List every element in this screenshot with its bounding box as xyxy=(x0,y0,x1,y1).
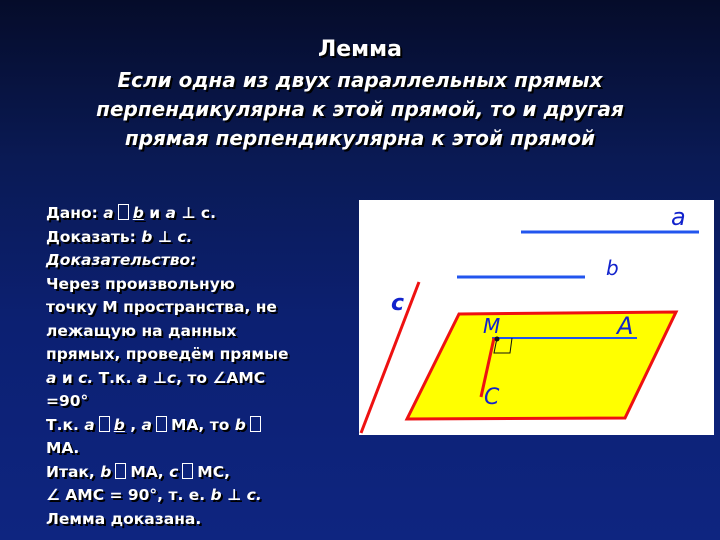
perp-symbol-box xyxy=(156,416,167,432)
lemma-statement xyxy=(10,66,710,153)
proof-line-9: Итак, b МА, c МС, xyxy=(46,462,230,481)
label-upper-a: A xyxy=(617,312,634,340)
geometry-figure xyxy=(359,200,714,435)
proof-body-line: лежащую на данных xyxy=(46,321,237,340)
proof-line-10: ∠ АМС = 90°, т. е. b ⊥ c. xyxy=(46,486,262,504)
proof-text xyxy=(46,202,376,531)
statement-line: прямая перпендикулярна к этой прямой xyxy=(124,126,596,150)
proof-line-6: =90° xyxy=(46,392,89,410)
proof-body-line: Через произвольную xyxy=(46,274,235,293)
proof-line-7: Т.к. a b , a МА, то b xyxy=(46,414,376,438)
statement-line: перпендикулярна к этой прямой, то и другая xyxy=(96,97,624,121)
label-m: M xyxy=(483,314,501,338)
parallel-symbol-box xyxy=(118,204,129,220)
given-line: Дано: a b и a ⊥ c. xyxy=(46,204,216,222)
proof-body-line: прямых, проведём прямые xyxy=(46,345,289,363)
perp-symbol-box xyxy=(115,463,126,479)
perp-symbol-box xyxy=(250,416,261,432)
label-upper-c: C xyxy=(484,385,500,410)
plane xyxy=(407,312,676,419)
parallel-symbol-box xyxy=(99,416,110,432)
proof-line-5: a и с. Т.к. a ⊥с, то ∠АМС xyxy=(46,368,266,387)
proof-line-11: Лемма доказана. xyxy=(46,509,202,528)
proof-line-8: МА. xyxy=(46,439,80,457)
label-c: c xyxy=(391,291,405,316)
slide-title: Лемма xyxy=(317,37,402,62)
label-b: b xyxy=(606,256,619,280)
prove-line: Доказать: b ⊥ c. xyxy=(46,227,193,246)
proof-heading: Доказательство: xyxy=(46,251,197,269)
label-a: a xyxy=(671,203,686,231)
proof-body-line: точку М пространства, не xyxy=(46,298,277,316)
perp-symbol-box xyxy=(182,463,193,479)
statement-line: Если одна из двух параллельных прямых xyxy=(117,68,603,92)
